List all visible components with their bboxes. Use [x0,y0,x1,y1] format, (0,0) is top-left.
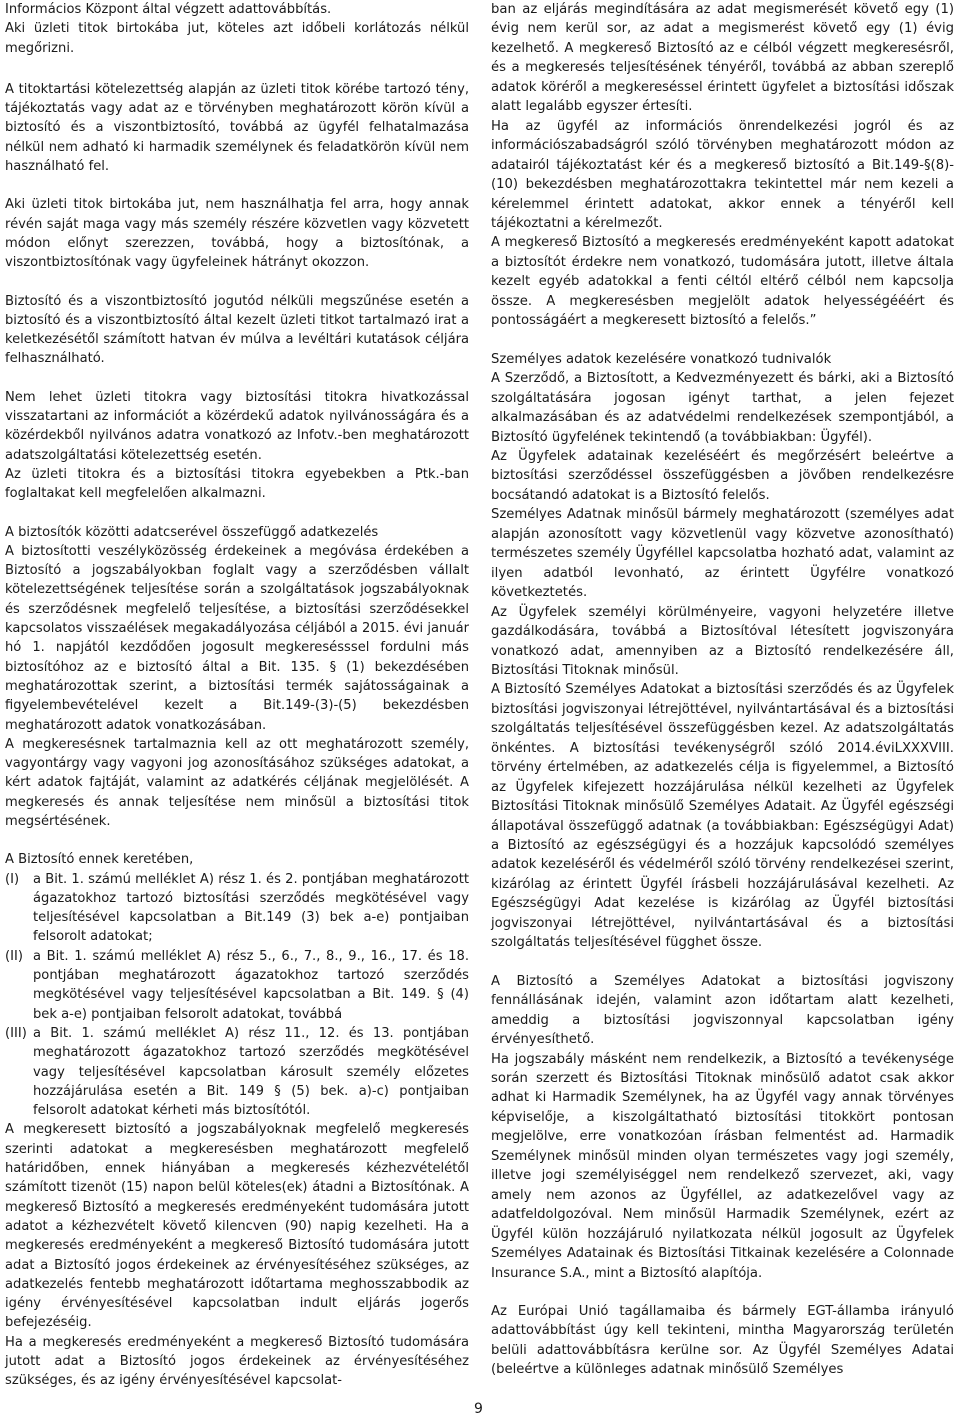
list-marker: (III) [5,1025,27,1041]
left-block-3 [5,195,469,272]
right-block-3 [491,972,954,1283]
paragraph: Biztosító és a viszontbiztosító jogutód nélküli megszűnése esetén a biztosító és a viszontbiztosító által kezelt üzleti titkot tartalmazó irat a keletkezésétől számított hatvan év múlva a levéltári kutatások céljára felhasználható. [5,293,469,367]
left-block-5 [5,388,469,504]
list-item [5,870,469,947]
right-block-1 [491,0,954,331]
section-heading: Személyes adatok kezelésére vonatkozó tudnivalók [491,351,832,367]
section-heading: A biztosítók közötti adatcserével összefüggő adatkezelés [5,524,379,540]
paragraph: A megkeresésnek tartalmaznia kell az ott meghatározott személy, vagyontárgy vagy vagyoni jog azonosításához szükséges adatokat, a kért adatok fajtáját, valamint az adatkérés céljának megjelölését. A megkeresés és annak teljesítése nem minősül a biztosítási titok megsértésének. [5,736,469,829]
left-block-2 [5,80,469,176]
right-column [491,0,954,1380]
paragraph: Ha a megkeresés eredményeként a megkereső Biztosító tudomására jutott adat a Biztosító jogos érdekeinek az érvényesítéséhez szükséges, és az igény érvényesítésével kapcsolat- [5,1334,469,1389]
paragraph: A biztosítotti veszélyközösség érdekeinek a megóvása érdekében a Biztosító a jogszabályokban foglalt vagy a szerződésben vállalt kötelezettségének teljesítése során a szolgáltatások jogszabályoknak és szerződésnek megfelelő teljesítése, a biztosítási szerződésekkel kapcsolatos visszaélések megakadályozása céljából a 2015. évi január hó 1. napjától kezdődően jogosult megkeresésssel fordulni más biztosítóhoz az e biztosító által a Bit. 135. § (1) bekezdésében meghatározottak szerint, a biztosítási termék sajátosságainak a figyelembevételével kezelt a Bit.149-(3)-(5) bekezdésben meghatározott adatok vonatkozásában. [5,543,469,733]
paragraph: A Biztosító Személyes Adatokat a biztosítási szerződés és az Ügyfelek biztosítási jogviszonyai létrejöttével, nyilvántartásával és a biztosítási szolgáltatás teljesítésével összefüggésben kezel. Az adatszolgáltatás önkéntes. A biztosítási tevékenységről szóló 2014.éviLXXXVIII. törvény értelmében, az adatkezelés célja is figyelemmel, a Biztosító az Ügyfelek kifejezett hozzájárulása nélkül kezelheti az Ügyfelek Biztosítási Titoknak minősülő Személyes Adatait. Az Ügyfél egészségi állapotával összefüggő adatnak (a továbbiakban: Egészségügyi Adat) a Biztosító az egészségügyi és a hozzájuk kapcsolódó személyes adatok kezeléséről és védelméről szóló törvény rendelkezései szerint, kizárólag az érintett Ügyfél írásbeli hozzájárulásával kezelheti. Az Egészségügyi Adat kezelése is kizárólag az Ügyfél biztosítási jogviszonyai létrejöttével, nyilvántartásával és a biztosítási szolgáltatás teljesítésével függhet össze. [491,682,954,951]
right-block-4 [491,1302,954,1380]
page-number: 9 [474,1401,483,1417]
paragraph: Az Ügyfelek személyi körülményeire, vagyoni helyzetére illetve gazdálkodására, továbbá a Biztosítóval létesített jogviszonyára vonatkozó adat, amennyiben az a Biztosító rendelkezésére áll, Biztosítási Titoknak minősül. [491,604,954,678]
paragraph: Informácios Központ által végzett adattovábbítás. [5,2,332,17]
list-item-text: a Bit. 1. számú melléklet A) rész 1. és 2. pontjában meghatározott ágazatokhoz tartozó biztosítási szerződés megkötésével vagy teljesítésével kapcsolatban a Bit.149 (3) bek a-e) pontjaiban felsorolt adatokat; [33,871,469,945]
paragraph: Ha az ügyfél az információs önrendelkezési jogról és az információszabadságról szóló törvényben meghatározott módon az adatairól tájékoztatást kér és a megkereső biztosító a Bit.149-§(8)-(10) bekezdésben meghatározottakra tekintettel már nem kezeli a kérelemmel érintett adatokat, akkor ennek a tényéről kell tájékoztatni a kérelmezőt. [491,118,954,231]
list-item-text: a Bit. 1. számú melléklet A) rész 11., 12. és 13. pontjában meghatározott ágazatokhoz tartozó szerződés megkötésével vagy teljesítésével kapcsolatban károsult személy előzetes hozzájárulása esetén a Bit. 149 § (5) bek. a)-c) pontjaiban felsorolt adatokat kérheti más biztosítótól. [33,1025,469,1119]
list-item-text: a Bit. 1. számú melléklet A) rész 5., 6., 7., 8., 9., 16., 17. és 18. pontjában meghatározott ágazatokhoz tartozó szerződés megkötésével vagy teljesítésével kapcsolatban a Bit. 149. § (4) bek a-e) pontjaiban felsorolt adatokat, továbbá [33,948,469,1022]
left-block-4 [5,292,469,369]
paragraph: A Szerződő, a Biztosított, a Kedvezményezett és bárki, aki a Biztosító szolgáltatására jogosan igényt tarthat, a jelen fejezet alkalmazásában és az adatvédelmi rendelkezések szempontjából, a Biztosító ügyfelének tekintendő (a továbbiakban: Ügyfél). [491,371,954,445]
paragraph: Nem lehet üzleti titokra vagy biztosítási titokra hivatkozással visszatartani az információt a közérdekű adatok nyilvánosságára és a közérdekből nyilvános adatra vonatkozó az Infotv.-ben meghatározott adatszolgáltatási kötelezettség esetén. [5,389,469,463]
paragraph: A titoktartási kötelezettség alapján az üzleti titok körébe tartozó tény, tájékoztatás vagy adat az e törvényben meghatározott körön kívül a biztosító és a viszontbiztosító, továbbá az ügyfél felhatalmazása nélkül nem adható ki harmadik személynek és feladatkörön kívül nem használható fel. [5,81,469,175]
paragraph: Az üzleti titokra és a biztosítási titokra egyebekben a Ptk.-ban foglaltakat kell megfelelően alkalmazni. [5,466,469,502]
left-column [5,0,469,1391]
list-marker: (II) [5,948,23,964]
paragraph: Aki üzleti titok birtokába jut, nem használhatja fel arra, hogy annak révén saját maga vagy más személy részére közvetlen vagy közvetett módon előnyt szerezzen, továbbá, hogy a biztosítónak, a viszontbiztosítónak vagy ügyfeleinek hátrányt okozzon. [5,197,469,271]
paragraph: Személyes Adatnak minősül bármely meghatározott (személyes adat alapján azonosított vagy közvetlenül vagy közvetve azonosítható) természetes személy Ügyféllel kapcsolatba hozható adat, valamint az ilyen adatból levonható, az érintett Ügyfélre vonatkozó következtetés. [491,507,954,601]
numbered-list [5,870,469,1121]
paragraph: A Biztosító ennek keretében, [5,852,194,868]
paragraph: Az Ügyfelek adatainak kezeléséért és megőrzésért beleértve a biztosítási szerződéssel összefüggésben a jövőben rendelkezésre bocsátandó adatokat is a Biztosító felelős. [491,448,954,503]
left-block-7 [5,850,469,1390]
paragraph: Ha jogszabály másként nem rendelkezik, a Biztosító a tevékenysége során szerzett és Biztosítási Titoknak minősülő adatot csak akkor adhat ki Harmadik Személynek, ha az Ügyfél vagy annak törvényes képviselője, a kiszolgáltatható biztosítási titokkört pontosan megjelölve, erre vonatkozóan írásban felmentést ad. Harmadik Személynek minősül minden olyan természetes vagy jogi személy, illetve jogi személyiséggel nem rendelkező szervezet, aki, vagy amely nem azonos az Ügyféllel, az adatkezelővel vagy az adatfeldolgozóval. Nem minősül Harmadik Személynek, ezért az Ügyfél külön hozzájáruló nyilatkozata nélkül jogosult az Ügyfelek Személyes Adatainak és Biztosítási Titkainak kezelésére a Colonnade Insurance S.A., mint a Biztosító alapítója. [491,1051,954,1281]
paragraph: A megkeresett biztosító a jogszabályoknak megfelelő megkeresés szerinti adatokat a megkeresésben meghatározott megfelelő határidőben, ennek hiányában a megkeresés kézhezvételétől számított tizenöt (15) napon belül köteles(ek) átadni a Biztosítónak. A megkereső Biztosító a megkeresés eredményeként tudomására jutott adatot a kézhezvételt követő kilencven (90) napig kezelheti. Ha a megkeresés eredményeként a megkereső Biztosító tudomására jutott adat a Biztosító jogos érdekeinek az érvényesítéséhez szükséges, az adatkezelés fentebb meghatározott időtartama meghosszabbodik az igény érvényesítésével kapcsolatban indult eljárás jogerős befejezéséig. [5,1122,469,1331]
list-item [5,947,469,1024]
list-item [5,1024,469,1120]
left-block-1 [5,0,469,58]
paragraph: A Biztosító a Személyes Adatokat a biztosítási jogviszony fennállásának idején, valamint azon időtartam alatt kezelheti, ameddig a biztosítási jogviszonnyal kapcsolatban igény érvényesíthető. [491,973,954,1048]
right-block-2 [491,350,954,953]
left-block-6 [5,523,469,832]
paragraph: ban az eljárás megindítására az adat megismerését követő egy (1) évig nem kerül sor, az adat a megismerést követő egy (1) évig kezelhető. A megkereső Biztosító az e célból végzett megkeresésről, és a megkeresés teljesítésének tényéről, továbbá az abban szereplő adatok köréről a megkereséssel érintett ügyfelet a biztosítási időszak alatt legalább egyszer értesíti. [491,2,954,115]
list-marker: (I) [5,871,20,887]
paragraph: A megkereső Biztosító a megkeresés eredményeként kapott adatokat a biztosítót érdekre nem vonatkozó, tudomására jutott, illetve általa kezelt egyéb adatokkal a fenti céltól eltérő célból nem kapcsolja össze. A megkeresésben megjelölt adatok helyességééért és pontosságáért a megkeresett biztosító a felelős.” [491,235,954,329]
paragraph: Aki üzleti titok birtokába jut, köteles azt időbeli korlátozás nélkül megőrizni. [5,21,469,56]
paragraph: Az Európai Unió tagállamaiba és bármely EGT-államba irányuló adattovábbítást úgy kell tekinteni, mintha Magyarország területén belüli adattovábbításra kerülne sor. Az Ügyfél Személyes Adatai (beleértve a különleges adatnak minősülő Személyes [491,1304,954,1378]
